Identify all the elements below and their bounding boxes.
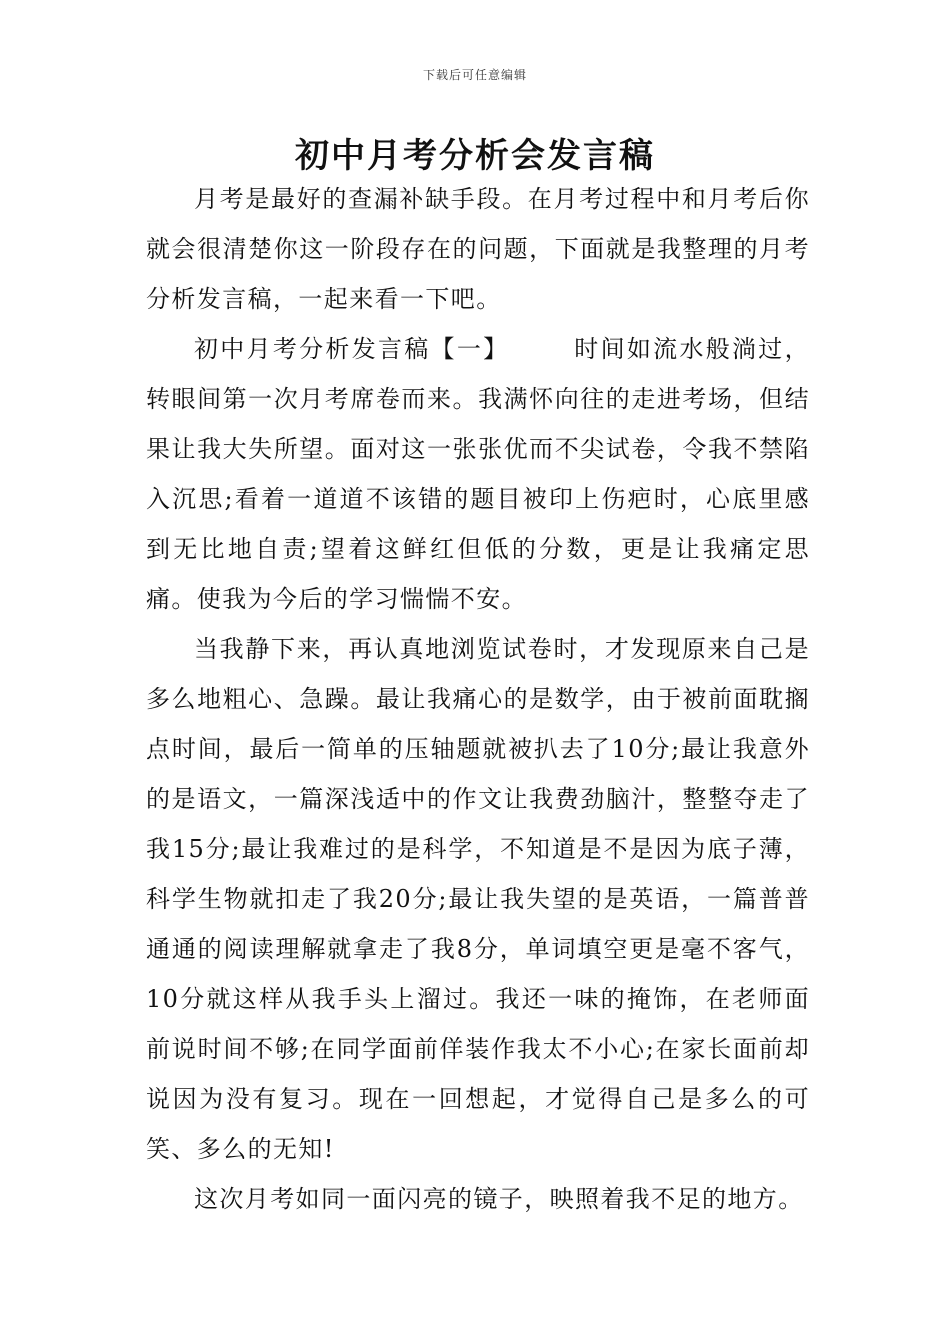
- paragraph-3: 这次月考如同一面闪亮的镜子，映照着我不足的地方。: [194, 1185, 804, 1213]
- section-one-paragraph: [146, 324, 810, 624]
- paragraph-2: 当我静下来，再认真地浏览试卷时，才发现原来自己是多么地粗心、急躁。最让我痛心的是数学，由于被前面耽搁点时间，最后一简单的压轴题就被扒去了10分;最让我意外的是语文，一篇深浅适中的作文让我费劲脑汁，整整夺走了我15分;最让我难过的是科学，不知道是不是因为底子薄，科学生物就扣走了我20分;最让我失望的是英语，一篇普普通通的阅读理解就拿走了我8分，单词填空更是毫不客气，10分就这样从我手头上溜过。我还一味的掩饰，在老师面前说时间不够;在同学面前佯装作我太不小心;在家长面前却说因为没有复习。现在一回想起，才觉得自己是多么的可笑、多么的无知!: [146, 635, 810, 1163]
- section-one-text: 时间如流水般淌过，转眼间第一次月考席卷而来。我满怀向往的走进考场，但结果让我大失所望。面对这一张张优而不尖试卷，令我不禁陷入沉思;看着一道道不该错的题目被印上伤疤时，心底里感到无比地自责;望着这鲜红但低的分数，更是让我痛定思痛。使我为今后的学习惴惴不安。: [146, 335, 810, 613]
- section-heading: 初中月考分析发言稿【一】: [194, 335, 510, 363]
- header-note: 下载后可任意编辑: [422, 68, 527, 82]
- document-body: [146, 174, 810, 1224]
- document-title: 初中月考分析会发言稿: [295, 136, 655, 176]
- intro-paragraph: 月考是最好的查漏补缺手段。在月考过程中和月考后你就会很清楚你这一阶段存在的问题，下面就是我整理的月考分析发言稿，一起来看一下吧。: [146, 185, 810, 313]
